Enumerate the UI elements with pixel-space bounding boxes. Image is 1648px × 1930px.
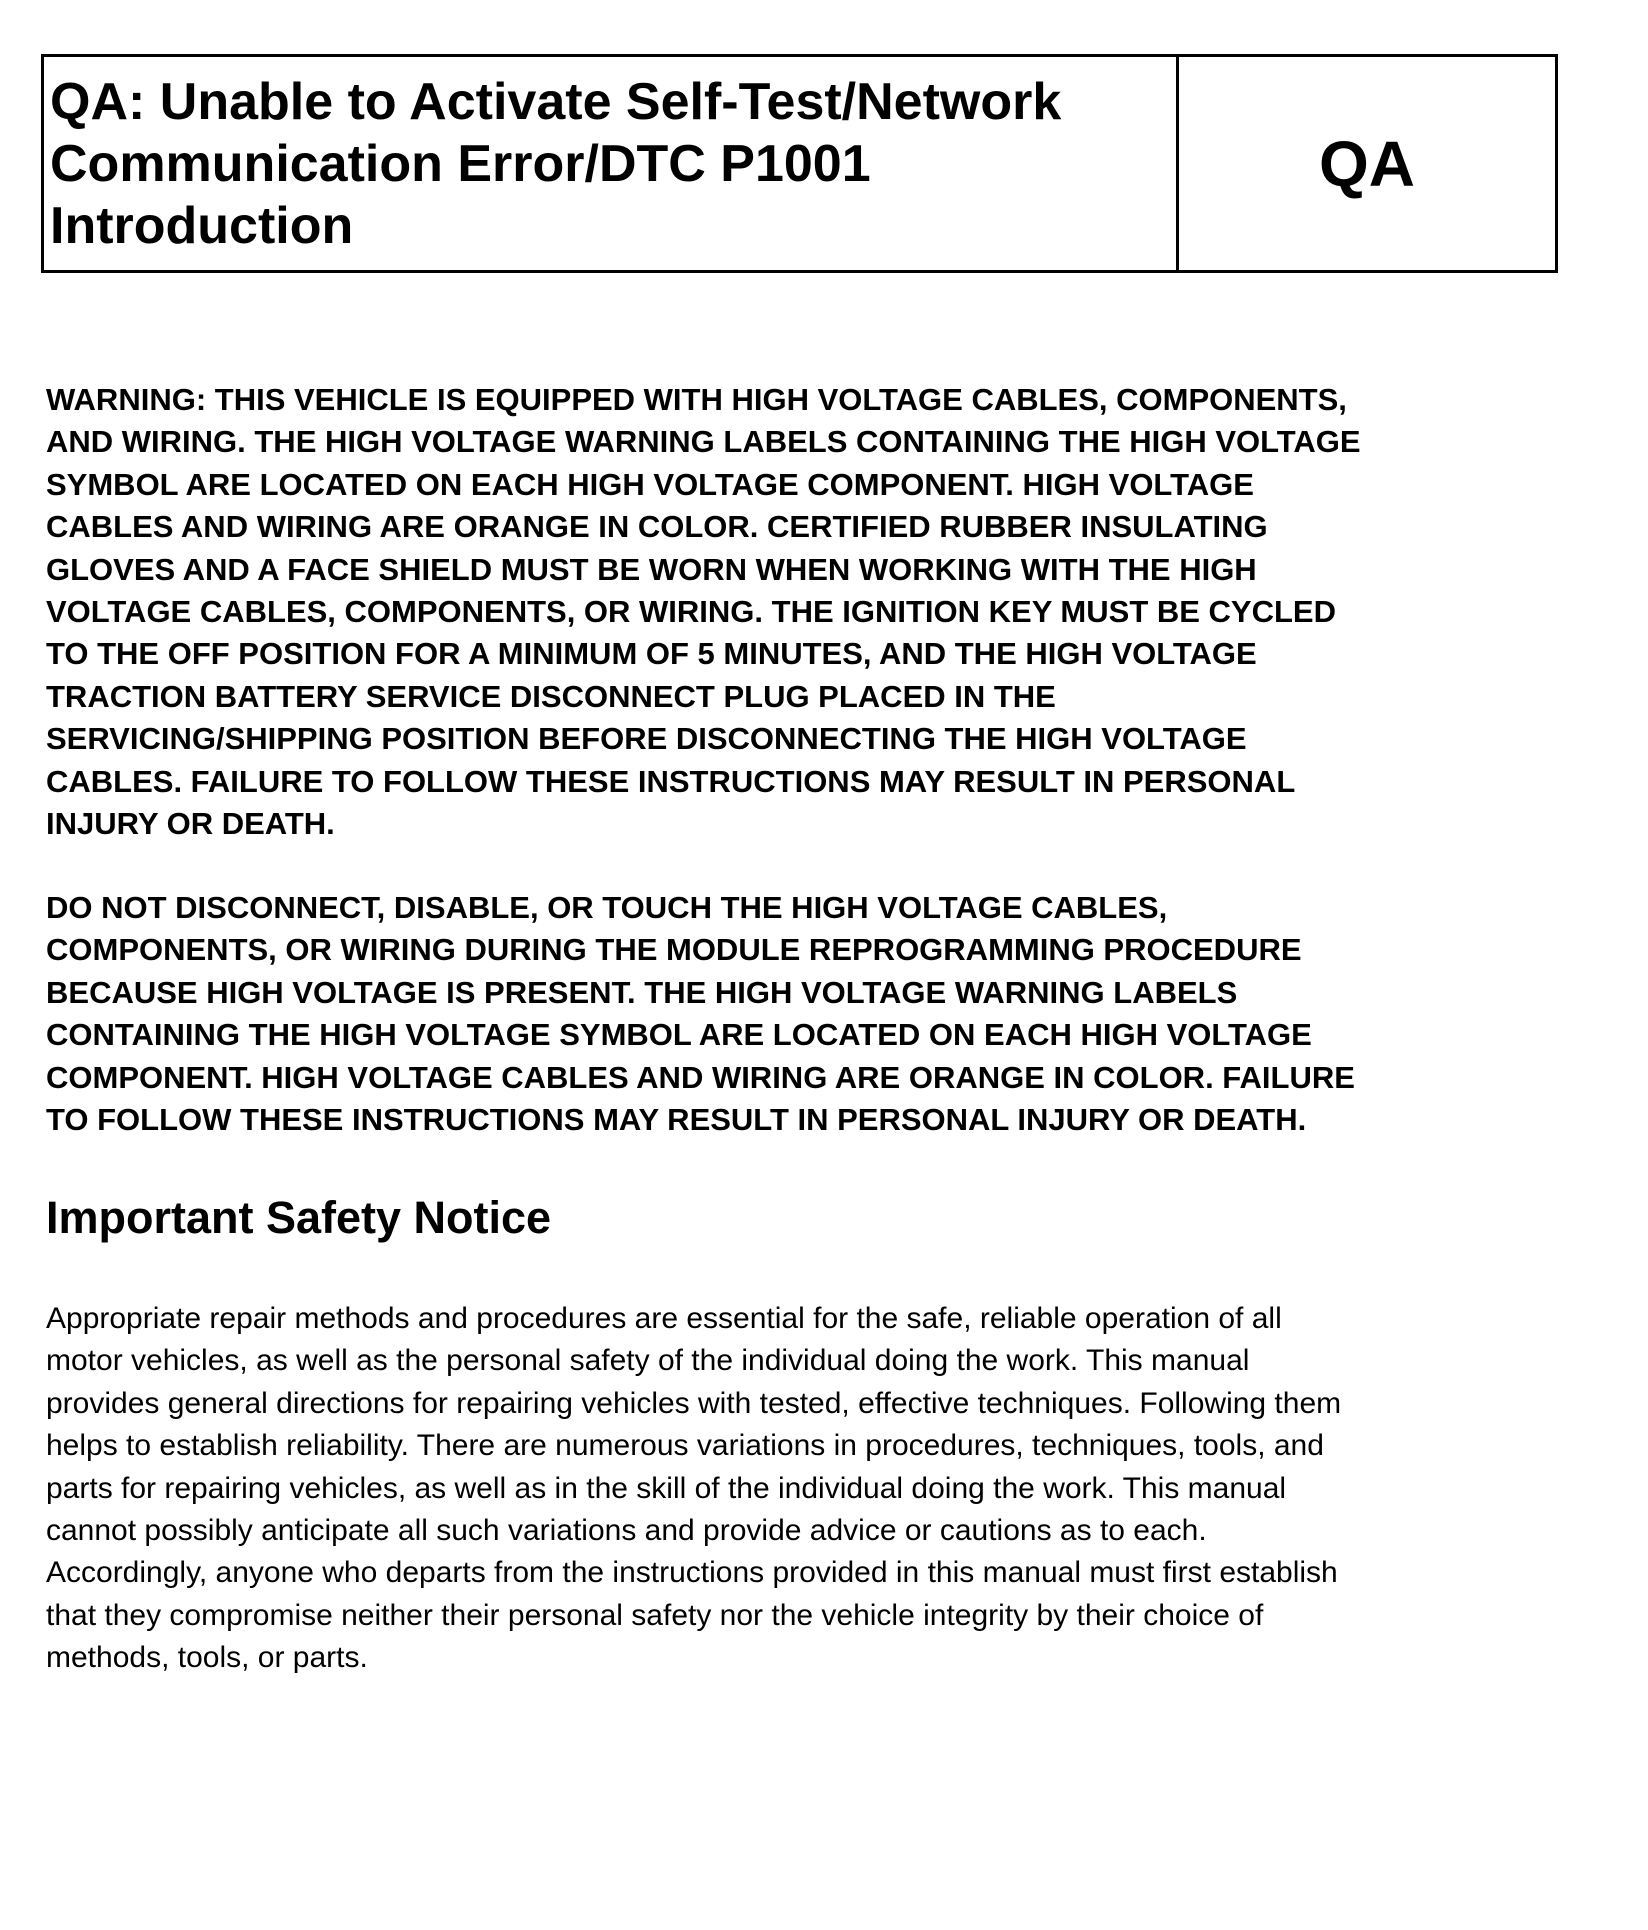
body-line: helps to establish reliability. There are numerous variations in procedures, techniques, tools, and (46, 1429, 1324, 1463)
warning-line: COMPONENT. HIGH VOLTAGE CABLES AND WIRING ARE ORANGE IN COLOR. FAILURE (46, 1059, 1355, 1095)
body-line: cannot possibly anticipate all such variations and provide advice or cautions as to each. (46, 1514, 1207, 1548)
header-title-line: Introduction (50, 197, 354, 255)
body-line: Appropriate repair methods and procedures are essential for the safe, reliable operation of all (46, 1302, 1282, 1335)
warning-line: TO THE OFF POSITION FOR A MINIMUM OF 5 MINUTES, AND THE HIGH VOLTAGE (46, 636, 1257, 672)
header-title-line: QA: Unable to Activate Self-Test/Network (50, 73, 1062, 131)
warning-line: CONTAINING THE HIGH VOLTAGE SYMBOL ARE LOCATED ON EACH HIGH VOLTAGE (46, 1017, 1312, 1053)
body-line: provides general directions for repairing vehicles with tested, effective techniques. Following them (46, 1386, 1342, 1420)
body-line: motor vehicles, as well as the personal safety of the individual doing the work. This manual (46, 1344, 1250, 1378)
safety-notice-heading: Important Safety Notice (46, 1192, 552, 1243)
warning-line: CABLES AND WIRING ARE ORANGE IN COLOR. CERTIFIED RUBBER INSULATING (46, 509, 1268, 545)
warning-line: GLOVES AND A FACE SHIELD MUST BE WORN WHEN WORKING WITH THE HIGH (46, 551, 1257, 587)
header-title-line: Communication Error/DTC P1001 (50, 135, 871, 193)
body-line: Accordingly, anyone who departs from the instructions provided in this manual must first establish (46, 1556, 1338, 1590)
document-header (41, 54, 1558, 273)
reprogramming-warning (46, 887, 1626, 1141)
warning-line: COMPONENTS, OR WIRING DURING THE MODULE REPROGRAMMING PROCEDURE (46, 932, 1302, 968)
warning-line: SYMBOL ARE LOCATED ON EACH HIGH VOLTAGE COMPONENT. HIGH VOLTAGE (46, 466, 1254, 502)
body-line: that they compromise neither their personal safety nor the vehicle integrity by their choice of (46, 1598, 1264, 1632)
warning-line: TO FOLLOW THESE INSTRUCTIONS MAY RESULT IN PERSONAL INJURY OR DEATH. (46, 1102, 1307, 1138)
safety-notice-body (46, 1298, 1636, 1680)
body-line: methods, tools, or parts. (46, 1641, 368, 1675)
warning-line: TRACTION BATTERY SERVICE DISCONNECT PLUG PLACED IN THE (46, 678, 1056, 714)
body-line: parts for repairing vehicles, as well as in the skill of the individual doing the work. This manual (46, 1471, 1287, 1505)
warning-line: VOLTAGE CABLES, COMPONENTS, OR WIRING. THE IGNITION KEY MUST BE CYCLED (46, 594, 1336, 630)
header-title (44, 57, 1179, 270)
section-code: QA (1319, 127, 1415, 200)
warning-line: AND WIRING. THE HIGH VOLTAGE WARNING LABELS CONTAINING THE HIGH VOLTAGE (46, 424, 1361, 460)
warning-line: INJURY OR DEATH. (46, 806, 335, 842)
warning-line: DO NOT DISCONNECT, DISABLE, OR TOUCH THE HIGH VOLTAGE CABLES, (46, 890, 1168, 925)
warning-line: CABLES. FAILURE TO FOLLOW THESE INSTRUCTIONS MAY RESULT IN PERSONAL (46, 763, 1296, 799)
high-voltage-warning (46, 379, 1626, 845)
warning-line: BECAUSE HIGH VOLTAGE IS PRESENT. THE HIGH VOLTAGE WARNING LABELS (46, 974, 1238, 1010)
warning-line: SERVICING/SHIPPING POSITION BEFORE DISCONNECTING THE HIGH VOLTAGE (46, 721, 1247, 757)
warning-line: WARNING: THIS VEHICLE IS EQUIPPED WITH HIGH VOLTAGE CABLES, COMPONENTS, (46, 382, 1347, 417)
